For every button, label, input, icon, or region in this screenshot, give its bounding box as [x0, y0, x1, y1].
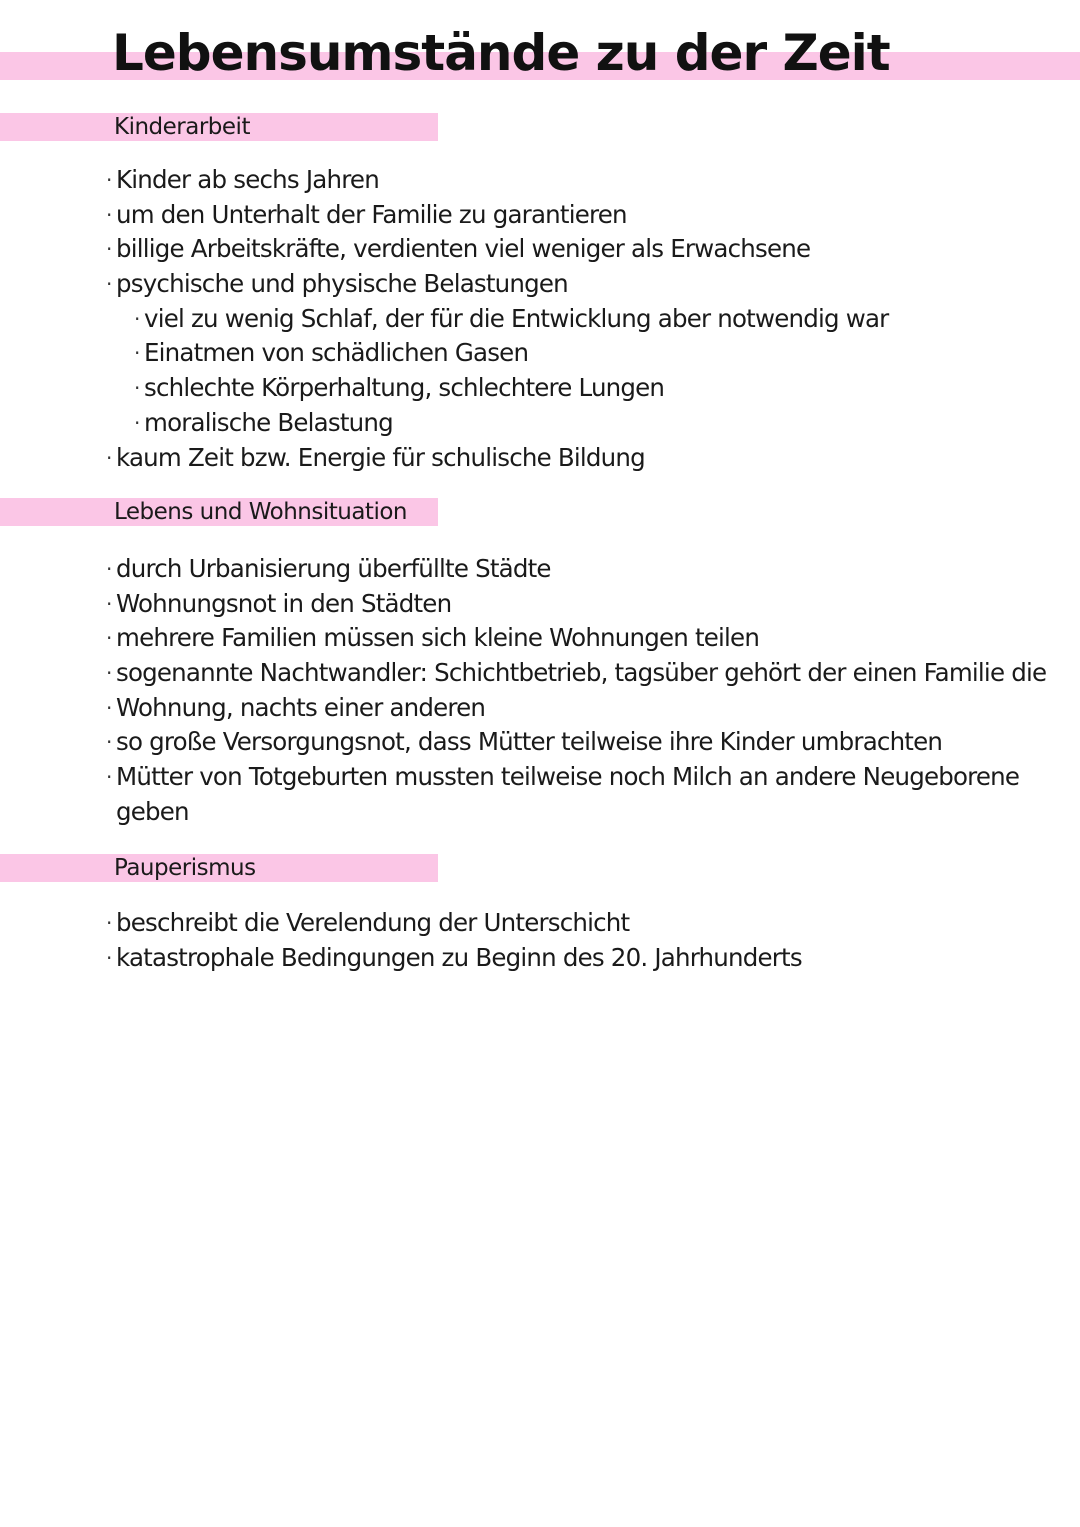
list-item: · Kinder ab sechs Jahren — [106, 163, 888, 198]
bullet-dot-icon: · — [106, 168, 112, 192]
list-item: · billige Arbeitskräfte, verdienten viel weniger als Erwachsene — [106, 232, 888, 267]
sub-list-item: · moralische Belastung — [106, 406, 888, 441]
bullet-dot-icon: · — [134, 306, 140, 331]
list-item: · katastrophale Bedingungen zu Beginn des 20. Jahrhunderts — [106, 941, 802, 976]
pauperismus-list — [106, 906, 802, 975]
bullet-dot-icon: · — [106, 911, 112, 935]
sub-list-item: · schlechte Körperhaltung, schlechtere Lungen — [106, 371, 888, 406]
bullet-dot-icon: · — [106, 445, 112, 470]
bullet-dot-icon: · — [134, 376, 140, 401]
list-item: · kaum Zeit bzw. Energie für schulische Bildung — [106, 441, 888, 476]
list-item-continuation: geben — [116, 796, 189, 826]
bullet-dot-icon: · — [106, 695, 112, 720]
section-heading-kinderarbeit: Kinderarbeit — [114, 114, 250, 140]
list-item: · psychische und physische Belastungen — [106, 267, 888, 302]
sub-list-item: · viel zu wenig Schlaf, der für die Entwicklung aber notwendig war — [106, 302, 888, 337]
bullet-dot-icon: · — [134, 410, 140, 435]
list-item: · um den Unterhalt der Familie zu garantieren — [106, 198, 888, 233]
bullet-dot-icon: · — [134, 341, 140, 366]
bullet-dot-icon: · — [106, 591, 112, 616]
section-heading-wohnsituation: Lebens und Wohnsituation — [114, 499, 407, 525]
bullet-dot-icon: · — [106, 557, 112, 581]
bullet-dot-icon: · — [106, 626, 112, 651]
bullet-dot-icon: · — [106, 202, 112, 227]
bullet-dot-icon: · — [106, 730, 112, 755]
list-item: · Wohnungsnot in den Städten — [106, 587, 1046, 622]
list-item: · beschreibt die Verelendung der Unterschicht — [106, 906, 802, 941]
list-item: · sogenannte Nachtwandler: Schichtbetrieb, tagsüber gehört der einen Familie die — [106, 656, 1046, 691]
bullet-dot-icon: · — [106, 765, 112, 790]
bullet-dot-icon: · — [106, 661, 112, 686]
list-item: · durch Urbanisierung überfüllte Städte — [106, 552, 1046, 587]
wohnsituation-list — [106, 552, 1046, 830]
page-title: Lebensumstände zu der Zeit — [112, 24, 890, 82]
bullet-dot-icon: · — [106, 272, 112, 297]
sub-list-item: · Einatmen von schädlichen Gasen — [106, 336, 888, 371]
list-item: · mehrere Familien müssen sich kleine Wohnungen teilen — [106, 621, 1046, 656]
section-heading-pauperismus: Pauperismus — [114, 855, 256, 881]
list-item: · so große Versorgungsnot, dass Mütter teilweise ihre Kinder umbrachten — [106, 725, 1046, 760]
bullet-dot-icon: · — [106, 237, 112, 262]
list-item: · Mütter von Totgeburten mussten teilweise noch Milch an andere Neugeborene — [106, 760, 1046, 795]
bullet-dot-icon: · — [106, 945, 112, 970]
list-item: · Wohnung, nachts einer anderen — [106, 691, 1046, 726]
kinderarbeit-list — [106, 163, 888, 475]
